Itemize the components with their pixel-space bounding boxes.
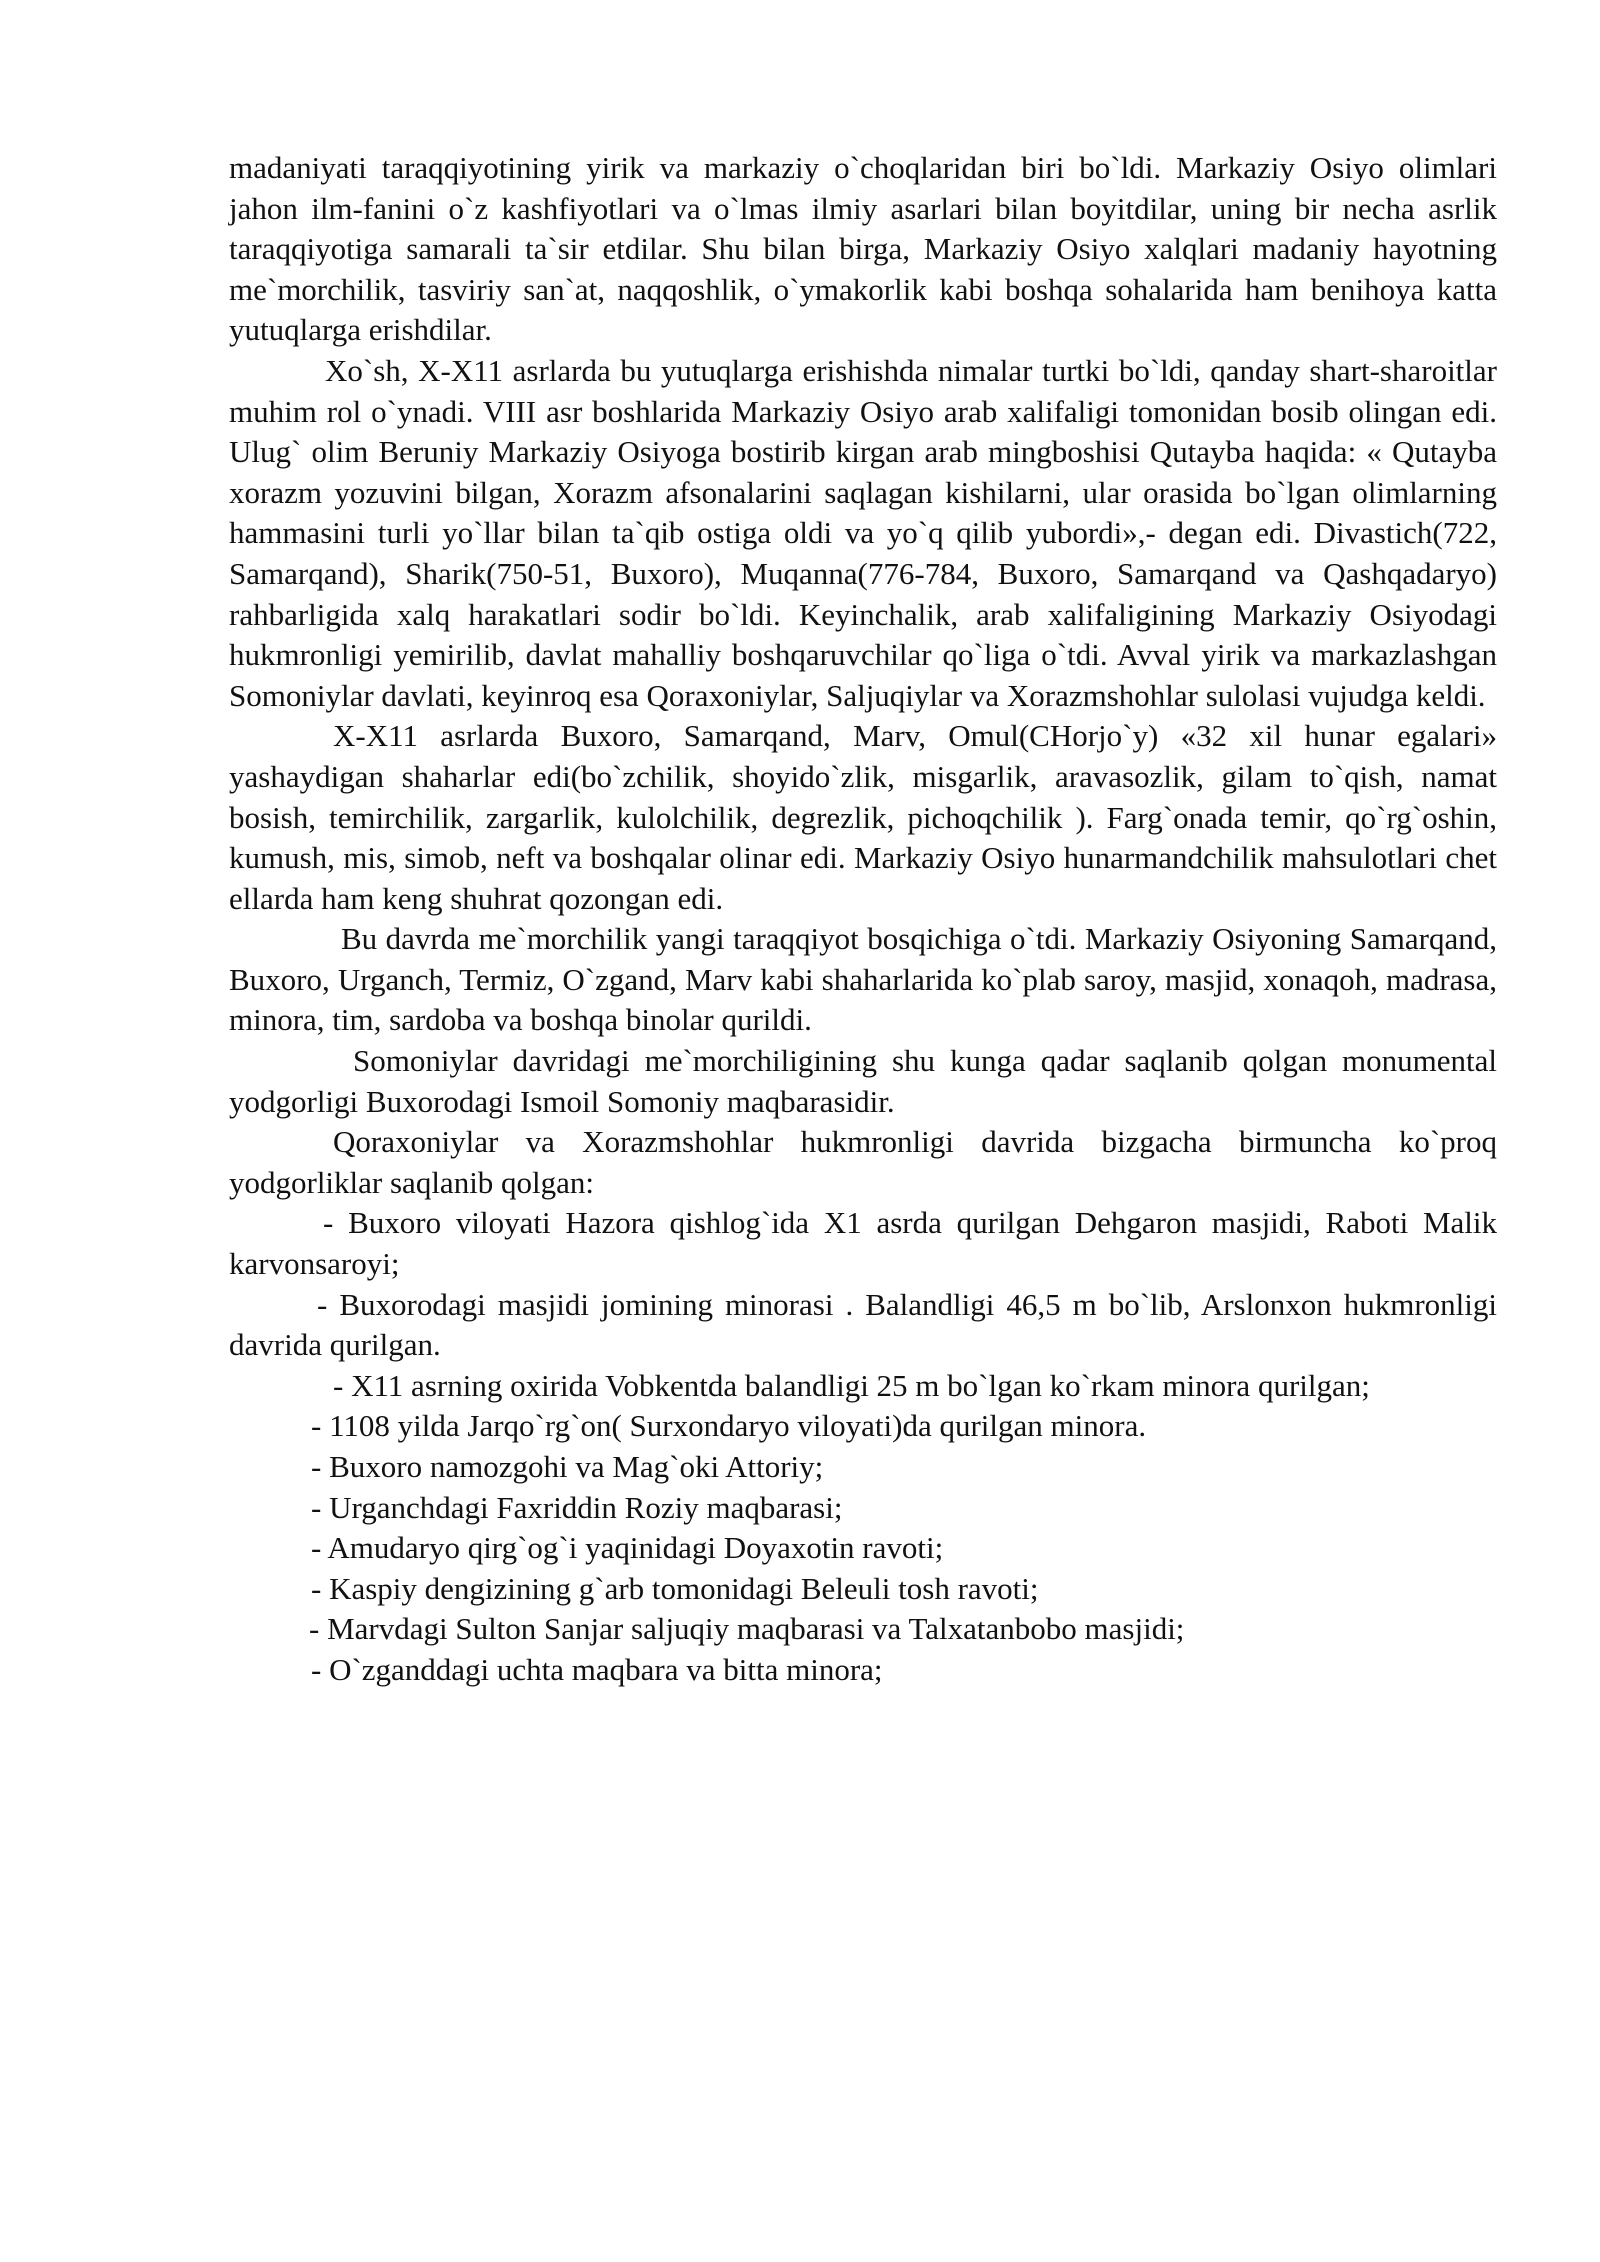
list-item: - Urganchdagi Faxriddin Roziy maqbarasi; <box>311 1489 843 1525</box>
list-item: - Marvdagi Sulton Sanjar saljuqiy maqbarasi va Talxatanbobo masjidi; <box>309 1611 1185 1647</box>
paragraph-vobkent: - X11 asrning oxirida Vobkentda balandligi 25 m bo`lgan ko`rkam minora qurilgan; <box>333 1367 1370 1403</box>
document-page <box>229 148 1497 1691</box>
list-item: - Buxoro namozgohi va Mag`oki Attoriy; <box>311 1449 824 1484</box>
paragraph-crafts: X-X11 asrlarda Buxoro, Samarqand, Marv, Omul(CHorjo`y) «32 xil hunar egalari» yashaydigan shaharlar edi(bo`zchilik, shoyido`zlik, misgarlik, aravasozlik, gilam to`qish, namat bosish, temirchilik, zargarlik, kulolchilik, degrezlik, pichoqchilik ). Farg`onada temir, qo`rg`oshin, kumush, mis, simob, neft va boshqalar olinar edi. Markaziy Osiyo hunarmandchilik mahsulotlari chet ellarda ham keng shuhrat qozongan edi. <box>229 718 1497 916</box>
list-item: - Amudaryo qirg`og`i yaqinidagi Doyaxotin ravoti; <box>311 1530 944 1566</box>
paragraph-architecture: Bu davrda me`morchilik yangi taraqqiyot bosqichiga o`tdi. Markaziy Osiyoning Samarqand, Buxoro, Urganch, Termiz, O`zgand, Marv kabi shaharlarida ko`plab saroy, masjid, xonaqoh, madrasa, minora, tim, sardoba va boshqa binolar qurildi. <box>229 921 1497 1038</box>
list-item: - O`zganddagi uchta maqbara va bitta minora; <box>311 1651 883 1687</box>
list-item: - Kaspiy dengizining g`arb tomonidagi Beleuli tosh ravoti; <box>311 1570 1039 1606</box>
paragraph-intro: madaniyati taraqqiyotining yirik va markaziy o`choqlaridan biri bo`ldi. Markaziy Osiyo olimlari jahon ilm-fanini o`z kashfiyotlari va o`lmas ilmiy asarlari bilan boyitdilar, uning bir necha asrlik taraqqiyotiga samarali ta`sir etdilar. Shu bilan birga, Markaziy Osiyo xalqlari madaniy hayotning me`morchilik, tasviriy san`at, naqqoshlik, o`ymakorlik kabi boshqa sohalarida ham benihoya katta yutuqlarga erishdilar. <box>229 150 1497 348</box>
paragraph-monuments-intro: Qoraxoniylar va Xorazmshohlar hukmronligi davrida bizgacha birmuncha ko`proq yodgorliklar saqlanib qolgan: <box>229 1124 1497 1200</box>
paragraph-somoniy: Somoniylar davridagi me`morchiligining shu kunga qadar saqlanib qolgan monumental yodgorligi Buxorodagi Ismoil Somoniy maqbarasidir. <box>229 1043 1497 1119</box>
paragraph-history: Xo`sh, X-X11 asrlarda bu yutuqlarga erishishda nimalar turtki bo`ldi, qanday shart-sharoitlar muhim rol o`ynadi. VIII asr boshlarida Markaziy Osiyo arab xalifaligi tomonidan bosib olingan edi. Ulug` olim Beruniy Markaziy Osiyoga bostirib kirgan arab mingboshisi Qutayba haqida: « Qutayba xorazm yozuvini bilgan, Xorazm afsonalarini saqlagan kishilarni, ular orasida bo`lgan olimlarning hammasini turli yo`llar bilan ta`qib ostiga oldi va yo`q qilib yubordi»,- degan edi. Divastich(722, Samarqand), Sharik(750-51, Buxoro), Muqanna(776-784, Buxoro, Samarqand va Qashqadaryo) rahbarligida xalq harakatlari sodir bo`ldi. Keyinchalik, arab xalifaligining Markaziy Osiyodagi hukmronligi yemirilib, davlat mahalliy boshqaruvchilar qo`liga o`tdi. Avval yirik va markazlashgan Somoniylar davlati, keyinroq esa Qoraxoniylar, Saljuqiylar va Xorazmshohlar sulolasi vujudga keldi. <box>229 352 1497 713</box>
list-item: - 1108 yilda Jarqo`rg`on( Surxondaryo viloyati)da qurilgan minora. <box>311 1408 1147 1444</box>
paragraph-dehgaron: - Buxoro viloyati Hazora qishlog`ida X1 asrda qurilgan Dehgaron masjidi, Raboti Malik karvonsaroyi; <box>229 1205 1497 1282</box>
paragraph-minaret-buxoro: - Buxorodagi masjidi jomining minorasi . Balandligi 46,5 m bo`lib, Arslonxon hukmronligi davrida qurilgan. <box>229 1286 1497 1363</box>
